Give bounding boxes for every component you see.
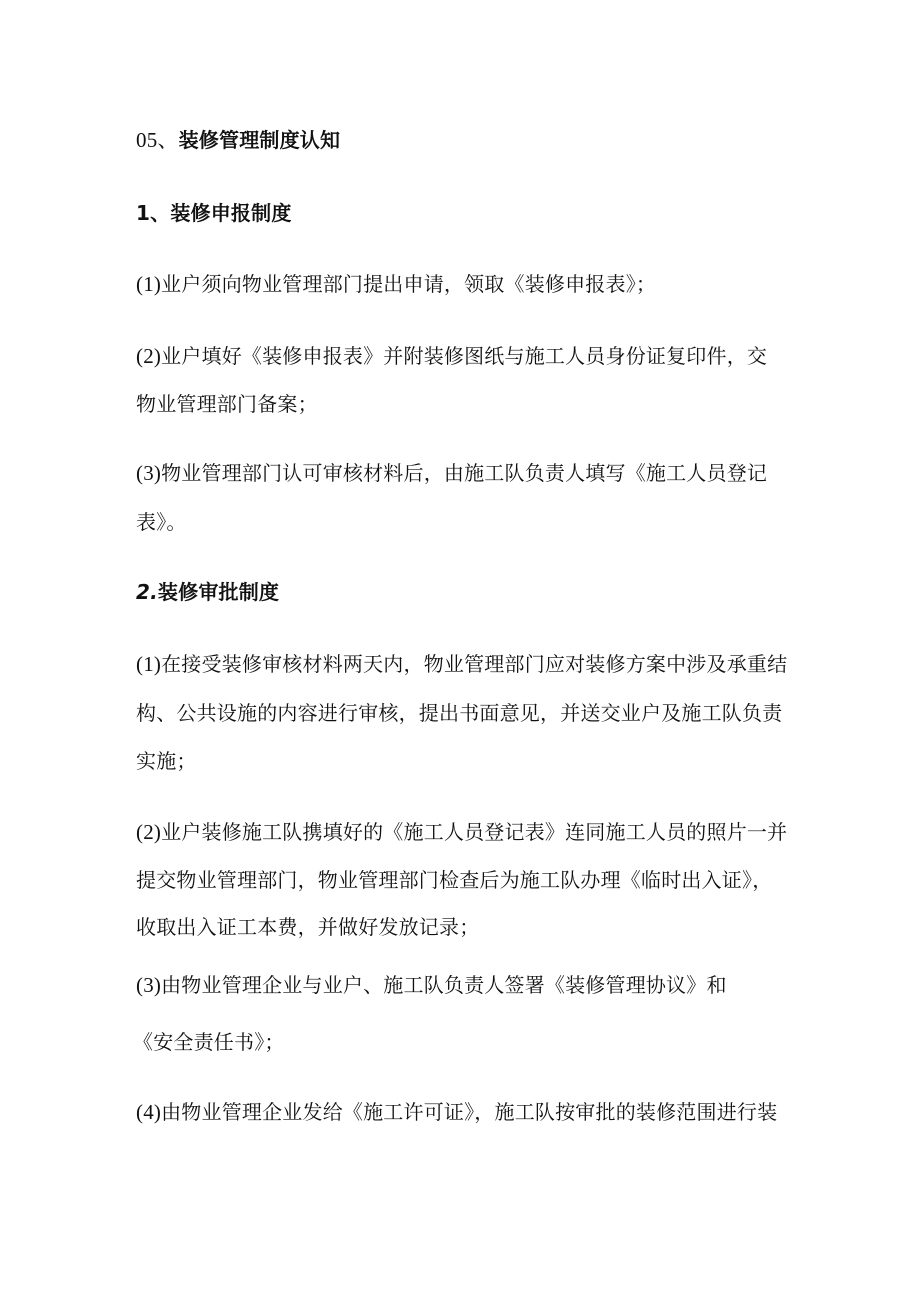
s1-item3-line1 (136, 458, 767, 488)
s2-item2-line2: 提交物业管理部门，物业管理部门检查后为施工队办理《临时出入证》， (136, 868, 773, 892)
s1-item1-line1 (136, 269, 656, 299)
heading-number: 05、 (136, 128, 179, 152)
s2-item2-number: (2) (136, 820, 162, 844)
s1-item2-line1 (136, 341, 767, 371)
s1-item3-line2: 表》。 (136, 510, 187, 534)
s1-item1-text: 业户须向物业管理部门提出申请，领取《装修申报表》； (161, 272, 657, 296)
s1-item2-line2: 物业管理部门备案； (136, 392, 318, 416)
s2-item3-text: 由物业管理企业与业户、施工队负责人签署《装修管理协议》和 (161, 973, 727, 997)
s2-item4-line1 (136, 1097, 777, 1127)
s2-item4-text: 由物业管理企业发给《施工许可证》，施工队按审批的装修范围进行装 (161, 1100, 778, 1124)
s2-item2-text: 业户装修施工队携填好的《施工人员登记表》连同施工人员的照片一并 (161, 820, 788, 844)
s2-item1-number: (1) (136, 652, 162, 676)
s2-item1-text: 在接受装修审核材料两天内，物业管理部门应对装修方案中涉及承重结 (161, 652, 788, 676)
s1-item3-text: 物业管理部门认可审核材料后，由施工队负责人填写《施工人员登记 (161, 461, 768, 485)
s2-item1-line1 (136, 649, 787, 679)
s2-item4-number: (4) (136, 1100, 162, 1124)
s1-item1-number: (1) (136, 272, 162, 296)
s2-item2-line3: 收取出入证工本费，并做好发放记录； (136, 915, 480, 939)
s2-item3-line1 (136, 970, 727, 1000)
s2-item1-line2: 构、公共设施的内容进行审核，提出书面意见，并送交业户及施工队负责 (136, 701, 783, 725)
section1-title: 1、装修申报制度 (136, 201, 292, 225)
doc-heading (136, 125, 340, 155)
s1-item3-number: (3) (136, 461, 162, 485)
s2-item3-line2: 《安全责任书》； (133, 1030, 285, 1054)
s1-item2-number: (2) (136, 344, 162, 368)
section2-title-text: 装修审批制度 (157, 580, 280, 604)
s2-item1-line3: 实施； (136, 749, 197, 773)
s2-item2-line1 (136, 817, 787, 847)
section2-title-number: 2. (136, 580, 158, 604)
s1-item2-text: 业户填好《装修申报表》并附装修图纸与施工人员身份证复印件，交 (161, 344, 768, 368)
section2-title (136, 577, 279, 607)
s2-item3-number: (3) (136, 973, 162, 997)
heading-text: 装修管理制度认知 (178, 128, 341, 152)
